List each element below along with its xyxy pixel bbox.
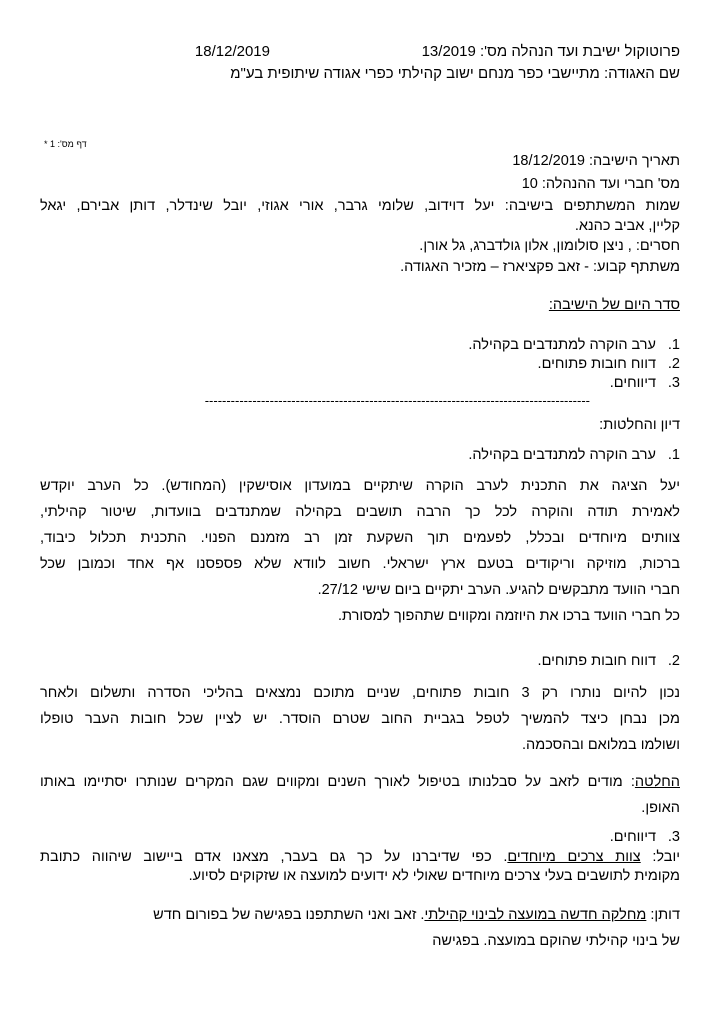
section-2-line-2: מכן נבחן כיצד להמשיך לטפל בגביית החוב שטרם הוסדר. יש לציין שכל חובות העבר טופלו	[40, 711, 680, 727]
yuval-report-line-1	[40, 849, 680, 865]
meeting-date: תאריך הישיבה: 18/12/2019	[512, 153, 680, 169]
decision-line-1	[40, 769, 680, 795]
dotan-label: דותן:	[646, 907, 680, 923]
section-3-title: דיווחים.	[609, 829, 656, 845]
agenda-item-1: ערב הוקרה למתנדבים בקהילה.	[468, 337, 656, 353]
section-1-line-5: חברי הוועד מתבקשים להגיע. הערב יתקיים ביום שישי 27/12.	[317, 582, 680, 598]
protocol-title: פרוטוקול ישיבת ועד הנהלה מס': 13/2019	[421, 43, 680, 60]
association-name: שם האגודה: מתיישבי כפר מנחם ישוב קהילתי כפרי אגודה שיתופית בע"מ	[230, 65, 680, 82]
agenda-title: סדר היום של הישיבה:	[548, 297, 680, 313]
decision-line-2: האופן.	[641, 800, 680, 816]
agenda-item-2: דווח חובות פתוחים.	[537, 356, 656, 372]
absent-members: חסרים: , ניצן סולומון, אלון גולדברג, גל אורן.	[419, 238, 680, 254]
header-date: 18/12/2019	[194, 43, 270, 60]
permanent-participant: משתתף קבוע: - זאב פקציארז – מזכיר האגודה.	[400, 259, 680, 275]
yuval-label: יובל:	[640, 849, 680, 865]
dotan-text-1: . זאב ואני השתתפנו בפגישה של בפורום חדש	[153, 907, 425, 923]
section-1-line-3: צוותים מיוחדים ובכלל, לפעמים תוך השקעת זמן רב מזמנם הפנוי. התכנית תכלול כיבוד,	[40, 530, 680, 546]
section-2-line-3: ושולמו במלואם ובהסכמה.	[522, 737, 680, 753]
section-2-line-1: נכון להיום נותרו רק 3 חובות פתוחים, שניים מתוכם נמצאים בהליכי הסדרה ותשלום ולאחר	[40, 685, 680, 701]
section-1-title: ערב הוקרה למתנדבים בקהילה.	[468, 447, 656, 463]
dotan-report-line-1	[153, 907, 680, 923]
page-number: דף מס': 1 *	[44, 139, 87, 149]
section-1-body	[40, 473, 680, 629]
section-2-title: דווח חובות פתוחים.	[537, 653, 656, 669]
decision-label: החלטה	[634, 774, 680, 790]
section-1-line-2: לאמירת תודה והוקרה לכל כך הרבה תושבים בקהילה שמתנדבים בוועדות, שיטור קהילתי,	[40, 504, 680, 520]
participants-line-2: קליין, אביב כהנא.	[574, 218, 680, 234]
participants-line-1: שמות המשתתפים בישיבה: יעל דוידוב, שלומי גרבר, אורי אגוזי, יובל שינדלר, דותן אבירם, יגאל	[40, 198, 680, 214]
yuval-report-line-2: מקומית לתושבים בעלי צרכים מיוחדים שאולי לא ידועים למועצה או שזקוקים לסיוע.	[188, 868, 680, 884]
agenda-num-2: 2.	[667, 356, 680, 372]
section-1-closing: כל חברי הוועד ברכו את היוזמה ומקווים שתהפוך למסורת.	[337, 608, 680, 624]
dotan-topic: מחלקה חדשה במועצה לבינוי קהילתי	[424, 907, 647, 923]
separator-line: -----------------------------------------------------------------------------------------	[204, 393, 590, 408]
section-1-num: 1.	[667, 447, 680, 463]
section-2-body	[40, 680, 680, 758]
section-1-line-4: ברכות, מוזיקה וריקודים בטעם ארץ ישראלי. חשוב לוודא שלא פספסנו אף אחד וכמובן שכל	[40, 556, 680, 572]
yuval-text-1: . כפי שדיברנו על כך גם בעבר, מצאנו אדם ביישוב שיהווה כתובת	[40, 849, 508, 865]
section-1-line-1: יעל הציגה את התכנית לערב הוקרה שיתקיים במועדון אוסישקין (המחודש). כל הערב יוקדש	[40, 478, 680, 494]
yuval-topic: צוות צרכים מיוחדים	[507, 849, 641, 865]
dotan-report-line-2: של בינוי קהילתי שהוקם במועצה. בפגישה	[432, 933, 680, 949]
discussion-title: דיון והחלטות:	[599, 417, 680, 433]
decision-text-1: : מודים לזאב על סבלנותו בטיפול לאורך השנים ומקווים שגם המקרים שנותרו יסתיימו באותו	[40, 774, 635, 790]
section-2-num: 2.	[667, 653, 680, 669]
agenda-item-3: דיווחים.	[609, 375, 656, 391]
decision-block	[40, 769, 680, 821]
agenda-num-3: 3.	[667, 375, 680, 391]
agenda-num-1: 1.	[667, 337, 680, 353]
section-3-num: 3.	[667, 829, 680, 845]
members-count: מס' חברי ועד ההנהלה: 10	[521, 176, 680, 192]
